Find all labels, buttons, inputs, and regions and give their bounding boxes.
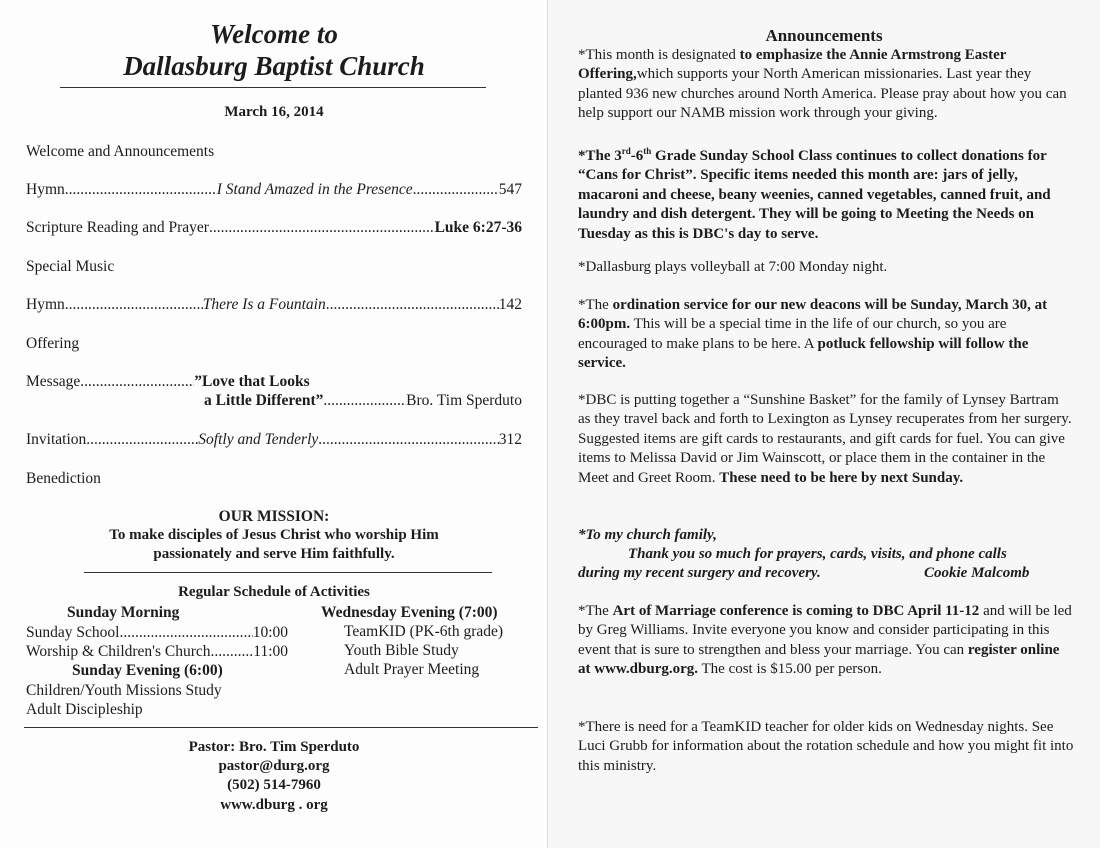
sunday-morning-heading: Sunday Morning [67,604,180,621]
order-offering: Offering [26,335,80,352]
invitation-number: 312 [498,431,522,448]
order-welcome: Welcome and Announcements [26,143,215,160]
announcement-volleyball: *Dallasburg plays volleyball at 7:00 Monday night. [578,259,888,275]
message-title-line-2: a Little Different” [204,392,324,409]
schedule-adult-prayer: Adult Prayer Meeting [344,661,480,678]
thank-you-signature: Cookie Malcomb [924,565,1030,581]
hymn-1-label: Hymn [26,181,65,198]
schedule-missions-study: Children/Youth Missions Study [26,682,222,699]
contact-divider [24,727,538,728]
thank-you-line-2: during my recent surgery and recovery. [578,565,821,581]
wednesday-evening-heading: Wednesday Evening (7:00) [321,604,498,621]
thank-you-line: Thank you so much for prayers, cards, visits, and phone calls [628,546,1007,562]
message-speaker: Bro. Tim Sperduto [406,392,522,409]
sunday-school-time: 10:00 [252,624,288,641]
schedule-adult-discipleship: Adult Discipleship [26,701,143,718]
hymn-1-title: I Stand Amazed in the Presence [216,181,413,198]
announcement-sunshine-basket: *DBC is putting together a “Sunshine Basket” for the family of Lynsey Bartram as they travel back and forth to Lexington as Lynsey recuperates from her surgery. Suggested items are gift cards to restaurants, and gift cards for fuel. You can give items to Melissa David or Jim Wainscott, or place them in the container in the Meet and Greet Room. These need to be here by next Sunday. [578,392,1072,486]
mission-line-2: passionately and serve Him faithfully. [153,546,395,562]
message-title-line-1: ”Love that Looks [194,373,310,390]
title-underline [60,87,486,88]
pastor-email: pastor@durg.org [218,758,330,774]
order-benediction: Benediction [26,470,101,487]
church-name-title: Dallasburg Baptist Church [123,51,425,81]
order-hymn-2 [26,296,522,314]
hymn-2-number: 142 [498,296,522,313]
schedule-worship [26,643,288,661]
worship-label: Worship & Children's Church [26,643,211,660]
order-hymn-1 [26,181,522,199]
service-date: March 16, 2014 [224,104,324,120]
announcements-heading: Announcements [765,26,883,45]
order-special-music: Special Music [26,258,115,275]
order-scripture [26,219,522,237]
schedule-youth-bible-study: Youth Bible Study [344,642,459,659]
schedule-heading: Regular Schedule of Activities [178,584,370,600]
bulletin-left-page [0,0,548,848]
order-message [26,373,522,391]
hymn-2-label: Hymn [26,296,65,313]
announcement-teamkid-teacher: *There is need for a TeamKID teacher for older kids on Wednesday nights. See Luci Grubb for information about the rotation schedule and how you might fit into this ministry. [578,719,1074,774]
announcement-annie-armstrong: *This month is designated to emphasize the Annie Armstrong Easter Offering,which supports your North American missionaries. Last year they planted 936 new churches around North America. Please pray about how you can help support our NAMB mission work through your giving. [578,47,1067,122]
mission-heading: OUR MISSION: [218,508,330,525]
thank-you-greeting: *To my church family, [578,527,717,543]
hymn-1-number: 547 [498,181,522,198]
schedule-sunday-school [26,624,288,642]
invitation-title: Softly and Tenderly [198,431,319,448]
scripture-reference: Luke 6:27-36 [434,219,522,236]
church-website: www.dburg . org [220,797,328,813]
hymn-2-title: There Is a Fountain [202,296,326,313]
invitation-label: Invitation [26,431,87,448]
order-invitation [26,431,522,449]
announcement-cans-for-christ: *The 3rd-6th Grade Sunday School Class continues to collect donations for “Cans for Christ”. Specific items needed this month are: jars of jelly, macaroni and cheese, beany weenies, canned vegetables, canned fruit, and laundry and dish detergent. They will be going to Meeting the Needs on Tuesday as this is DBC's day to serve. [578,146,1051,242]
mission-line-1: To make disciples of Jesus Christ who worship Him [109,527,439,543]
church-phone: (502) 514-7960 [227,777,321,793]
message-label: Message [26,373,81,390]
pastor-name: Pastor: Bro. Tim Sperduto [188,739,360,755]
sunday-evening-heading: Sunday Evening (6:00) [72,662,223,679]
worship-time: 11:00 [253,643,288,660]
announcement-ordination: *The ordination service for our new deacons will be Sunday, March 30, at 6:00pm. This will be a special time in the life of our church, so you are encouraged to make plans to be here. A potluck fellowship will follow the service. [578,297,1048,372]
scripture-label: Scripture Reading and Prayer [26,219,209,236]
schedule-teamkid: TeamKID (PK-6th grade) [344,623,504,640]
mission-divider [84,572,492,573]
welcome-title: Welcome to [210,19,338,49]
announcement-art-of-marriage: *The Art of Marriage conference is coming to DBC April 11-12 and will be led by Greg Williams. Invite everyone you know and consider participating in this event that is sure to strengthen and bless your marriage. You can register online at www.dburg.org. The cost is $15.00 per person. [578,603,1072,678]
sunday-school-label: Sunday School [26,624,120,641]
order-message-line-2 [204,392,522,410]
